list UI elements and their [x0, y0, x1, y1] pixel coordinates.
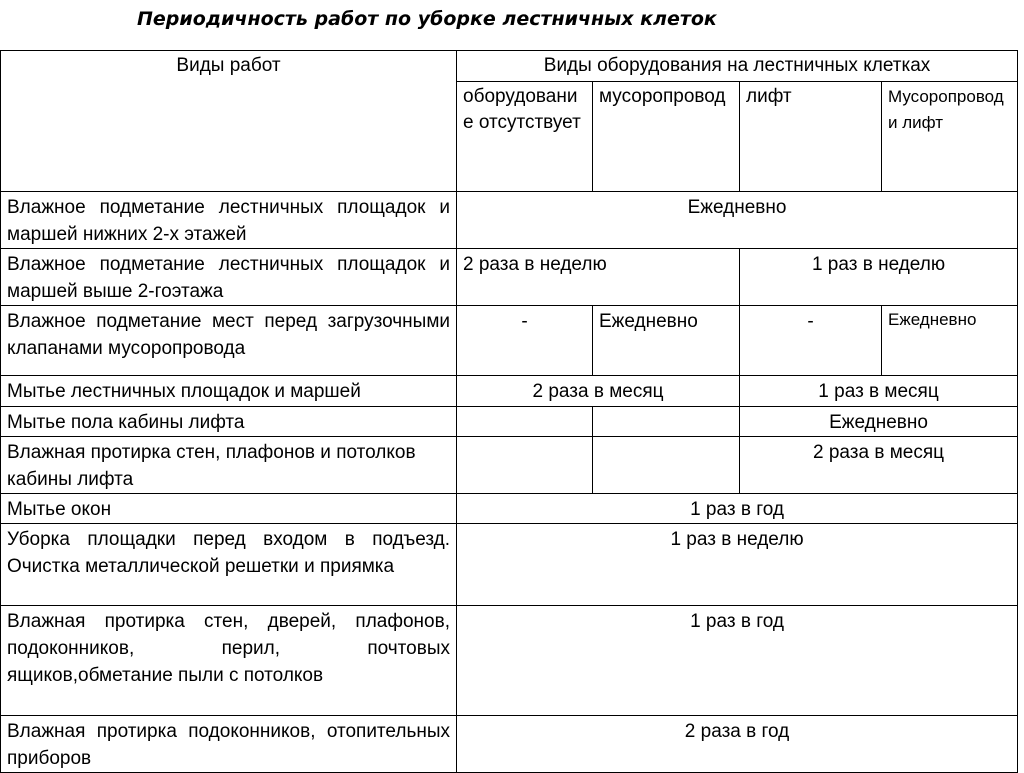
- value-cell: 2 раза в год: [457, 716, 1018, 773]
- header-no-equipment: оборудование отсутствует: [457, 82, 593, 192]
- table-row: [1, 606, 1018, 716]
- schedule-table: [0, 50, 1018, 773]
- value-cell: 2 раза в месяц: [740, 437, 1018, 494]
- value-cell: Ежедневно: [740, 407, 1018, 437]
- value-cell: 1 раз в год: [457, 494, 1018, 524]
- table-row: [1, 716, 1018, 773]
- value-cell: [457, 407, 593, 437]
- work-cell: Влажная протирка подоконников, отопительных приборов: [1, 716, 457, 773]
- work-cell: Влажное подметание лестничных площадок и маршей нижних 2-х этажей: [1, 192, 457, 249]
- table-row: [1, 376, 1018, 407]
- value-cell: -: [740, 306, 882, 376]
- table-row: [1, 407, 1018, 437]
- table-row: [1, 192, 1018, 249]
- header-row: [1, 51, 1018, 82]
- table-row: [1, 249, 1018, 306]
- work-cell: Уборка площадки перед входом в подъезд. Очистка металлической решетки и приямка: [1, 524, 457, 606]
- work-cell: Влажное подметание лестничных площадок и маршей выше 2-гоэтажа: [1, 249, 457, 306]
- value-cell: Ежедневно: [457, 192, 1018, 249]
- header-equipment-types: Виды оборудования на лестничных клетках: [457, 51, 1018, 82]
- value-cell: 1 раз в год: [457, 606, 1018, 716]
- value-cell: 2 раза в неделю: [457, 249, 740, 306]
- work-cell: Мытье лестничных площадок и маршей: [1, 376, 457, 407]
- value-cell: [593, 437, 740, 494]
- value-cell: 1 раз в месяц: [740, 376, 1018, 407]
- value-cell: Ежедневно: [593, 306, 740, 376]
- work-cell: Влажная протирка стен, дверей, плафонов, подоконников, перил, почтовых ящиков,обметание пыли с потолков: [1, 606, 457, 716]
- table-row: [1, 437, 1018, 494]
- table-row: [1, 306, 1018, 376]
- value-cell: [593, 407, 740, 437]
- value-cell: 1 раз в неделю: [740, 249, 1018, 306]
- value-cell: -: [457, 306, 593, 376]
- value-cell: 1 раз в неделю: [457, 524, 1018, 606]
- work-cell: Мытье окон: [1, 494, 457, 524]
- page-title: Периодичность работ по уборке лестничных клеток: [137, 8, 717, 30]
- table-row: [1, 524, 1018, 606]
- header-chute-and-elevator: Мусоропровод и лифт: [882, 82, 1018, 192]
- work-cell: Мытье пола кабины лифта: [1, 407, 457, 437]
- table-row: [1, 494, 1018, 524]
- value-cell: [457, 437, 593, 494]
- value-cell: 2 раза в месяц: [457, 376, 740, 407]
- value-cell: Ежедневно: [882, 306, 1018, 376]
- work-cell: Влажное подметание мест перед загрузочными клапанами мусоропровода: [1, 306, 457, 376]
- header-work-types: Виды работ: [1, 51, 457, 192]
- header-elevator: лифт: [740, 82, 882, 192]
- work-cell: Влажная протирка стен, плафонов и потолков кабины лифта: [1, 437, 457, 494]
- header-garbage-chute: мусоропровод: [593, 82, 740, 192]
